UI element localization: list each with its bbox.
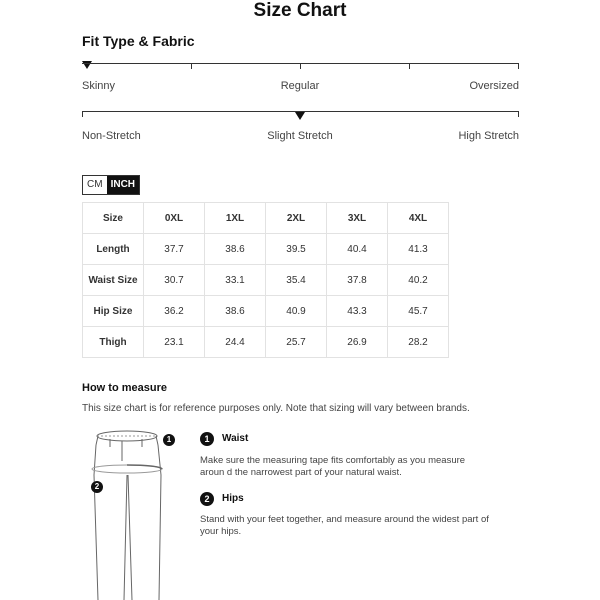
step-waist-text: Make sure the measuring tape fits comfortably as you measure aroun d the narrowest part of your natural waist. — [200, 455, 466, 478]
unit-cm-button[interactable]: CM — [83, 176, 107, 194]
table-cell: 28.2 — [388, 327, 449, 358]
table-cell: 25.7 — [266, 327, 327, 358]
table-cell: 35.4 — [266, 265, 327, 296]
table-cell: 38.6 — [205, 296, 266, 327]
table-row-label: Waist Size — [83, 265, 144, 296]
table-cell: 43.3 — [327, 296, 388, 327]
table-cell: 38.6 — [205, 234, 266, 265]
stretch-label-non-stretch: Non-Stretch — [82, 130, 141, 142]
table-cell: 40.2 — [388, 265, 449, 296]
pants-hip-outline — [94, 445, 161, 475]
stretch-label-high-stretch: High Stretch — [458, 130, 519, 142]
table-row — [83, 296, 449, 327]
pants-inseam — [124, 475, 132, 600]
fit-scale-tick — [191, 63, 192, 69]
page-title: Size Chart — [253, 0, 347, 21]
table-row-label: Hip Size — [83, 296, 144, 327]
step-waist-title: Waist — [222, 433, 249, 444]
table-cell: 26.9 — [327, 327, 388, 358]
how-to-measure-title: How to measure — [82, 382, 167, 394]
table-cell: 37.8 — [327, 265, 388, 296]
table-cell: 40.9 — [266, 296, 327, 327]
table-cell: 36.2 — [144, 296, 205, 327]
table-header-cell: 4XL — [388, 203, 449, 234]
table-row — [83, 234, 449, 265]
table-row — [83, 327, 449, 358]
table-header-cell: 3XL — [327, 203, 388, 234]
pants-diagram — [82, 425, 182, 600]
stretch-label-slight-stretch: Slight Stretch — [267, 130, 333, 142]
table-header-cell: 0XL — [144, 203, 205, 234]
table-row — [83, 265, 449, 296]
step-hips-badge: 2 — [200, 492, 214, 506]
hip-measure-arc — [127, 465, 162, 469]
table-header-row — [83, 203, 449, 234]
stretch-scale-tick — [518, 111, 519, 117]
step-hips-title: Hips — [222, 493, 244, 504]
fit-label-oversized: Oversized — [469, 80, 519, 92]
table-cell: 30.7 — [144, 265, 205, 296]
stretch-scale-tick — [82, 111, 83, 117]
fit-scale-tick — [409, 63, 410, 69]
step-hips-text: Stand with your feet together, and measure around the widest part of your hips. — [200, 514, 489, 537]
table-cell: 39.5 — [266, 234, 327, 265]
pants-fly-line — [110, 439, 142, 461]
table-cell: 37.7 — [144, 234, 205, 265]
table-header-cell: Size — [83, 203, 144, 234]
table-cell: 41.3 — [388, 234, 449, 265]
pants-leg-outline — [94, 475, 161, 600]
fit-scale-tick — [300, 63, 301, 69]
table-row-label: Length — [83, 234, 144, 265]
table-cell: 23.1 — [144, 327, 205, 358]
fit-label-skinny: Skinny — [82, 80, 116, 92]
size-table — [82, 202, 449, 358]
fit-label-regular: Regular — [280, 80, 320, 92]
diagram-hips-badge: 2 — [91, 481, 103, 493]
step-waist-badge: 1 — [200, 432, 214, 446]
fit-section-title: Fit Type & Fabric — [82, 33, 195, 49]
unit-inch-button[interactable]: INCH — [107, 176, 139, 194]
table-cell: 40.4 — [327, 234, 388, 265]
table-row-label: Thigh — [83, 327, 144, 358]
table-header-cell: 1XL — [205, 203, 266, 234]
stretch-selected-marker — [295, 112, 305, 120]
how-to-measure-description: This size chart is for reference purposes only. Note that sizing will vary between brands. — [82, 403, 470, 414]
unit-toggle — [82, 175, 140, 195]
table-header-cell: 2XL — [266, 203, 327, 234]
table-cell: 45.7 — [388, 296, 449, 327]
table-cell: 24.4 — [205, 327, 266, 358]
fit-scale-tick — [518, 63, 519, 69]
diagram-waist-badge: 1 — [163, 434, 175, 446]
table-cell: 33.1 — [205, 265, 266, 296]
